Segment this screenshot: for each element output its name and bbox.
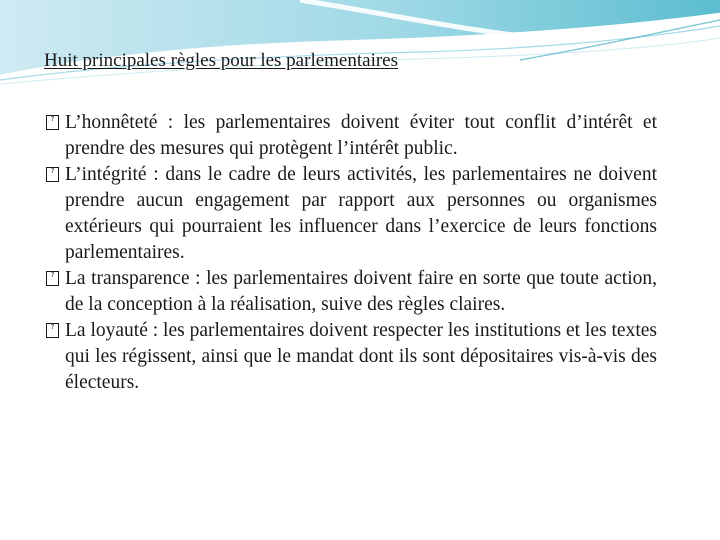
missing-glyph-bullet-icon: ?: [46, 271, 59, 286]
bullet-item-integrite: [46, 162, 657, 266]
bullet-text: L’honnêteté : les parlementaires doivent éviter tout conflit d’intérêt et prendre des mesures qui protègent l’intérêt public.: [65, 112, 657, 159]
bullet-text: La transparence : les parlementaires doivent faire en sorte que toute action, de la conception à la réalisation, suive des règles claires.: [65, 268, 657, 315]
bullet-list: [46, 110, 657, 396]
bullet-text: La loyauté : les parlementaires doivent respecter les institutions et les textes qui les régissent, ainsi que le mandat dont ils sont dépositaires vis-à-vis des électeurs.: [65, 320, 657, 393]
missing-glyph-bullet-icon: ?: [46, 323, 59, 338]
bullet-item-loyaute: [46, 318, 657, 396]
bullet-text: L’intégrité : dans le cadre de leurs activités, les parlementaires ne doivent prendre aucun engagement par rapport aux personnes ou organismes extérieurs qui pourraient les influencer dans l’exercice de leurs fonctions parlementaires.: [65, 164, 657, 263]
missing-glyph-bullet-icon: ?: [46, 167, 59, 182]
missing-glyph-bullet-icon: ?: [46, 115, 59, 130]
bullet-item-honnetete: [46, 110, 657, 162]
decorative-wave-header: [0, 0, 720, 90]
bullet-item-transparence: [46, 266, 657, 318]
slide-title: Huit principales règles pour les parlementaires: [44, 50, 399, 71]
